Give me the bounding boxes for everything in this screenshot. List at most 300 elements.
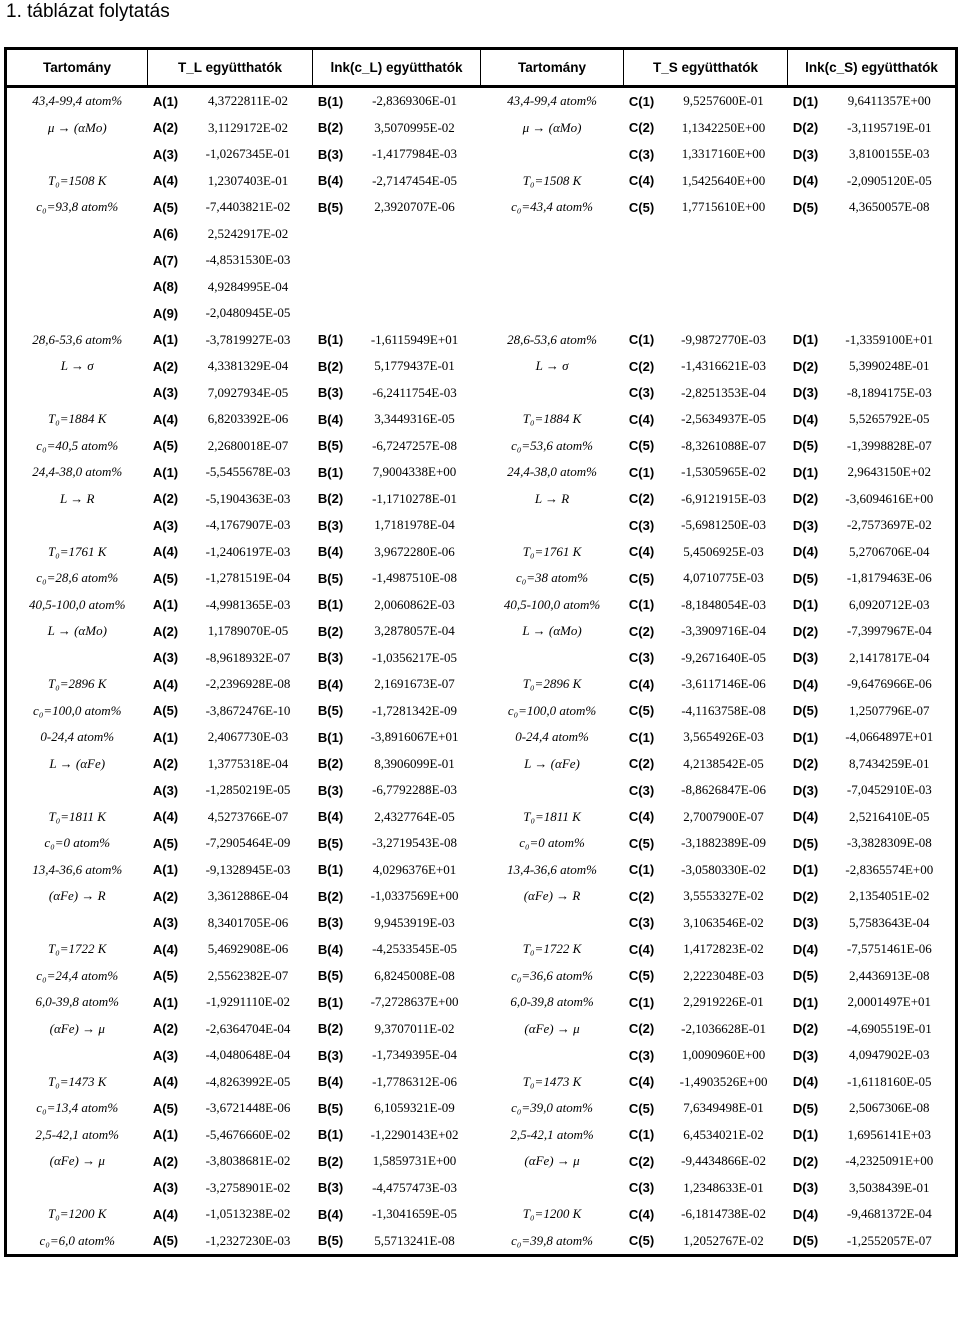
coef-value-c: 1,4172823E-02 bbox=[683, 941, 764, 957]
coef-code-b: B(4) bbox=[317, 173, 344, 189]
coef-code-c: C(3) bbox=[628, 385, 655, 401]
coef-value-c: 1,2348633E-01 bbox=[683, 1179, 764, 1195]
table-row bbox=[6, 857, 957, 884]
coef-code-a: A(2) bbox=[152, 358, 179, 374]
range-cell: L → (αFe) bbox=[49, 755, 106, 771]
range-cell: 24,4-38,0 atom% bbox=[32, 464, 123, 480]
table-row bbox=[6, 300, 957, 327]
coef-code-b: B(2) bbox=[317, 120, 344, 136]
coef-code-d: D(1) bbox=[792, 994, 819, 1010]
coef-value-a: -3,7819927E-03 bbox=[205, 331, 291, 347]
table-row bbox=[6, 645, 957, 672]
coef-code-b: B(4) bbox=[317, 1074, 344, 1090]
coef-value-d: 2,5067306E-08 bbox=[849, 1100, 930, 1116]
coef-code-c: C(5) bbox=[628, 703, 655, 719]
coef-value-a: -1,2406197E-03 bbox=[205, 543, 291, 559]
coef-code-c: C(4) bbox=[628, 173, 655, 189]
coef-value-b: 3,3449316E-05 bbox=[374, 411, 455, 427]
coef-value-b: -1,6115949E+01 bbox=[370, 331, 459, 347]
coef-value-a: -3,8038681E-02 bbox=[205, 1153, 291, 1169]
coef-value-a: -5,1904363E-03 bbox=[205, 490, 291, 506]
coef-code-a: A(1) bbox=[152, 332, 179, 348]
coef-code-d: D(4) bbox=[792, 1206, 819, 1222]
coef-value-d: 2,1354051E-02 bbox=[849, 888, 930, 904]
coef-value-b: 1,5859731E+00 bbox=[372, 1153, 457, 1169]
coef-value-d: -4,2325091E+00 bbox=[845, 1153, 934, 1169]
range-cell-2 bbox=[481, 141, 624, 168]
coef-code-d: D(4) bbox=[792, 544, 819, 560]
table-row bbox=[6, 830, 957, 857]
coef-value-a: -4,9981365E-03 bbox=[205, 596, 291, 612]
range-cell bbox=[6, 645, 148, 672]
coef-code-c: C(1) bbox=[628, 729, 655, 745]
coef-code-d: D(5) bbox=[792, 199, 819, 215]
coef-code-c: C(5) bbox=[628, 835, 655, 851]
coef-code-c: C(3) bbox=[628, 1180, 655, 1196]
range-cell bbox=[6, 300, 148, 327]
empty-cell bbox=[313, 247, 481, 274]
coef-code-a: A(5) bbox=[152, 703, 179, 719]
coef-value-d: 5,3990248E-01 bbox=[849, 358, 930, 374]
coef-value-a: -2,2396928E-08 bbox=[205, 676, 291, 692]
coef-value-d: 3,5038439E-01 bbox=[849, 1179, 930, 1195]
coef-value-a: -1,2781519E-04 bbox=[205, 570, 291, 586]
coef-code-b: B(4) bbox=[317, 676, 344, 692]
coef-code-a: A(4) bbox=[152, 676, 179, 692]
coef-value-b: -1,2290143E+02 bbox=[370, 1126, 459, 1142]
coef-value-b: -1,4987510E-08 bbox=[372, 570, 457, 586]
coef-code-b: B(2) bbox=[317, 491, 344, 507]
coef-value-b: 3,9672280E-06 bbox=[374, 543, 455, 559]
coef-code-b: B(4) bbox=[317, 411, 344, 427]
coef-code-d: D(1) bbox=[792, 862, 819, 878]
table-row bbox=[6, 406, 957, 433]
range-cell bbox=[6, 910, 148, 937]
coef-value-d: -2,8365574E+00 bbox=[845, 861, 934, 877]
coef-value-a: -1,0267345E-01 bbox=[205, 146, 291, 162]
header-range-2: Tartomány bbox=[481, 49, 624, 87]
coef-value-d: -4,6905519E-01 bbox=[846, 1020, 932, 1036]
table-row bbox=[6, 1175, 957, 1202]
range-cell bbox=[6, 380, 148, 407]
coef-value-a: -1,9291110E-02 bbox=[206, 994, 290, 1010]
coef-code-c: C(5) bbox=[628, 199, 655, 215]
coef-value-c: 2,7007900E-07 bbox=[683, 808, 764, 824]
range-cell: c₀=100,0 atom% bbox=[33, 702, 122, 718]
coef-value-d: 2,0001497E+01 bbox=[847, 994, 932, 1010]
empty-cell bbox=[313, 221, 481, 248]
coef-value-a: -5,5455678E-03 bbox=[205, 464, 291, 480]
coef-value-c: 1,1342250E+00 bbox=[681, 119, 766, 135]
coef-value-d: -3,6094616E+00 bbox=[845, 490, 934, 506]
coef-code-a: A(1) bbox=[152, 994, 179, 1010]
coef-code-a: A(5) bbox=[152, 1233, 179, 1249]
coef-value-b: -3,2719543E-08 bbox=[372, 835, 457, 851]
empty-cell bbox=[788, 300, 957, 327]
coef-value-a: -7,2905464E-09 bbox=[205, 835, 291, 851]
coef-code-a: A(2) bbox=[152, 623, 179, 639]
coef-value-a: 1,2307403E-01 bbox=[207, 172, 289, 188]
coef-value-c: -3,3909716E-04 bbox=[681, 623, 766, 639]
coef-code-b: B(2) bbox=[317, 1153, 344, 1169]
range-cell: (αFe) → μ bbox=[49, 1153, 105, 1169]
coef-value-d: 5,7583643E-04 bbox=[849, 914, 930, 930]
coef-value-b: 3,2878057E-04 bbox=[374, 623, 455, 639]
coef-code-a: A(3) bbox=[152, 1047, 179, 1063]
coef-value-a: 2,4067730E-03 bbox=[207, 729, 289, 745]
coef-value-d: 8,7434259E-01 bbox=[849, 755, 930, 771]
coef-code-b: B(5) bbox=[317, 1233, 344, 1249]
coef-code-a: A(7) bbox=[152, 252, 179, 268]
coef-code-c: C(5) bbox=[628, 1233, 655, 1249]
coef-code-d: D(3) bbox=[792, 1047, 819, 1063]
coef-code-d: D(2) bbox=[792, 1021, 819, 1037]
coef-code-b: B(2) bbox=[317, 623, 344, 639]
coef-value-c: 4,2138542E-05 bbox=[683, 755, 764, 771]
range-cell: L → σ bbox=[60, 358, 94, 374]
table-row bbox=[6, 565, 957, 592]
table-row bbox=[6, 380, 957, 407]
coef-code-b: B(1) bbox=[317, 994, 344, 1010]
coef-code-a: A(3) bbox=[152, 782, 179, 798]
coef-value-b: 6,1059321E-09 bbox=[374, 1100, 455, 1116]
coef-code-a: A(4) bbox=[152, 544, 179, 560]
coef-code-a: A(4) bbox=[152, 809, 179, 825]
coef-value-a: 4,3722811E-02 bbox=[207, 93, 289, 109]
coef-code-a: A(4) bbox=[152, 411, 179, 427]
range-cell-2 bbox=[481, 512, 624, 539]
range-cell-2: T₀=1761 K bbox=[522, 543, 582, 559]
coef-code-a: A(1) bbox=[152, 1127, 179, 1143]
coef-value-a: 6,8203392E-06 bbox=[207, 411, 289, 427]
header-row bbox=[6, 49, 957, 87]
table-row bbox=[6, 1201, 957, 1228]
table-row bbox=[6, 804, 957, 831]
coef-value-d: 1,2507796E-07 bbox=[849, 702, 930, 718]
coef-value-c: -9,9872770E-03 bbox=[681, 331, 766, 347]
coef-value-c: 1,5425640E+00 bbox=[681, 172, 766, 188]
coef-code-d: D(3) bbox=[792, 1180, 819, 1196]
range-cell: c₀=40,5 atom% bbox=[36, 437, 119, 453]
table-row bbox=[6, 141, 957, 168]
coef-value-d: -1,3998828E-07 bbox=[846, 437, 932, 453]
coef-code-a: A(4) bbox=[152, 1206, 179, 1222]
range-cell-2: c₀=39,0 atom% bbox=[511, 1100, 593, 1116]
coef-code-d: D(2) bbox=[792, 120, 819, 136]
coef-code-a: A(2) bbox=[152, 888, 179, 904]
range-cell: 13,4-36,6 atom% bbox=[32, 861, 123, 877]
coef-code-a: A(1) bbox=[152, 93, 179, 109]
coef-code-b: B(2) bbox=[317, 756, 344, 772]
coef-code-b: B(4) bbox=[317, 544, 344, 560]
coef-value-a: -4,8263992E-05 bbox=[205, 1073, 291, 1089]
range-cell-2 bbox=[481, 380, 624, 407]
coef-value-c: -2,8251353E-04 bbox=[681, 384, 766, 400]
coef-code-c: C(1) bbox=[628, 464, 655, 480]
coef-value-b: -1,7786312E-06 bbox=[372, 1073, 457, 1089]
coef-code-c: C(3) bbox=[628, 915, 655, 931]
coef-value-b: 3,5070995E-02 bbox=[374, 119, 455, 135]
coef-code-d: D(1) bbox=[792, 332, 819, 348]
coef-code-a: A(3) bbox=[152, 146, 179, 162]
table-row bbox=[6, 221, 957, 248]
coef-value-b: 7,9004338E+00 bbox=[372, 464, 457, 480]
table-row bbox=[6, 698, 957, 725]
range-cell: T₀=1200 K bbox=[48, 1206, 107, 1222]
coef-value-d: -8,1894175E-03 bbox=[846, 384, 932, 400]
range-cell-2: T₀=1473 K bbox=[522, 1073, 582, 1089]
coef-code-b: B(1) bbox=[317, 597, 344, 613]
coef-value-d: 3,8100155E-03 bbox=[849, 146, 930, 162]
empty-cell bbox=[788, 274, 957, 301]
table-row bbox=[6, 963, 957, 990]
coef-code-d: D(4) bbox=[792, 173, 819, 189]
coef-code-a: A(4) bbox=[152, 941, 179, 957]
coef-value-d: 2,1417817E-04 bbox=[849, 649, 930, 665]
coef-value-a: -5,4676660E-02 bbox=[205, 1126, 291, 1142]
coef-code-c: C(2) bbox=[628, 623, 655, 639]
range-cell-2: (αFe) → R bbox=[523, 888, 581, 904]
coef-code-c: C(2) bbox=[628, 120, 655, 136]
coef-value-b: -2,8369306E-01 bbox=[372, 93, 457, 109]
coef-value-a: -2,6364704E-04 bbox=[205, 1020, 291, 1036]
range-cell-2: L → (αMo) bbox=[522, 623, 582, 639]
coef-value-d: -1,2552057E-07 bbox=[846, 1232, 932, 1248]
coef-value-b: 8,3906099E-01 bbox=[374, 755, 455, 771]
coef-value-a: 3,1129172E-02 bbox=[207, 119, 289, 135]
coef-value-a: 5,4692908E-06 bbox=[207, 941, 289, 957]
coef-value-c: -8,8626847E-06 bbox=[681, 782, 766, 798]
coef-value-d: 4,0947902E-03 bbox=[849, 1047, 930, 1063]
coef-code-d: D(1) bbox=[792, 1127, 819, 1143]
coef-code-a: A(8) bbox=[152, 279, 179, 295]
range-cell: c₀=13,4 atom% bbox=[36, 1100, 119, 1116]
coef-value-a: 2,2680018E-07 bbox=[207, 437, 289, 453]
coef-value-a: -1,0513238E-02 bbox=[205, 1206, 291, 1222]
coef-code-b: B(1) bbox=[317, 93, 344, 109]
range-cell: c₀=0 atom% bbox=[44, 835, 111, 851]
coef-code-b: B(3) bbox=[317, 1047, 344, 1063]
coef-code-c: C(2) bbox=[628, 888, 655, 904]
coef-value-c: 3,5654926E-03 bbox=[683, 729, 764, 745]
coef-value-d: -4,0664897E+01 bbox=[845, 729, 934, 745]
table-row bbox=[6, 486, 957, 513]
coef-value-a: 4,5273766E-07 bbox=[207, 808, 289, 824]
coef-code-c: C(4) bbox=[628, 1206, 655, 1222]
coef-code-c: C(1) bbox=[628, 994, 655, 1010]
coef-code-a: A(1) bbox=[152, 597, 179, 613]
coef-code-d: D(2) bbox=[792, 1153, 819, 1169]
coef-value-b: 6,8245008E-08 bbox=[374, 967, 455, 983]
coef-value-a: 4,3381329E-04 bbox=[207, 358, 289, 374]
coef-value-c: 1,7715610E+00 bbox=[681, 199, 766, 215]
table-row bbox=[6, 777, 957, 804]
coef-code-a: A(5) bbox=[152, 199, 179, 215]
coef-code-d: D(5) bbox=[792, 968, 819, 984]
coef-value-a: 1,1789070E-05 bbox=[207, 623, 289, 639]
range-cell-2: L → σ bbox=[535, 358, 569, 374]
coef-value-c: 1,0090960E+00 bbox=[681, 1047, 766, 1063]
coef-value-a: -4,0480648E-04 bbox=[205, 1047, 291, 1063]
coef-code-d: D(5) bbox=[792, 1100, 819, 1116]
range-cell-2: μ → (αMo) bbox=[522, 119, 582, 135]
coef-value-c: 4,0710775E-03 bbox=[683, 570, 764, 586]
range-cell-2: T₀=1884 K bbox=[522, 411, 582, 427]
coef-code-c: C(1) bbox=[628, 332, 655, 348]
coef-value-a: 2,5242917E-02 bbox=[207, 225, 289, 241]
coef-value-a: 8,3401705E-06 bbox=[207, 914, 289, 930]
coef-code-d: D(2) bbox=[792, 358, 819, 374]
coef-value-d: -1,6118160E-05 bbox=[847, 1073, 932, 1089]
coef-value-b: -1,3041659E-05 bbox=[372, 1206, 457, 1222]
coef-value-b: 5,5713241E-08 bbox=[374, 1232, 455, 1248]
header-range: Tartomány bbox=[6, 49, 148, 87]
range-cell: T₀=1508 K bbox=[48, 172, 107, 188]
coef-value-b: 1,7181978E-04 bbox=[374, 517, 455, 533]
coef-code-b: B(1) bbox=[317, 862, 344, 878]
range-cell bbox=[6, 1042, 148, 1069]
table-row bbox=[6, 539, 957, 566]
coef-value-d: -9,6476966E-06 bbox=[846, 676, 932, 692]
range-cell-2: (αFe) → μ bbox=[524, 1153, 580, 1169]
table-row bbox=[6, 592, 957, 619]
coef-code-d: D(5) bbox=[792, 835, 819, 851]
coef-code-d: D(3) bbox=[792, 915, 819, 931]
coef-value-a: -3,6721448E-06 bbox=[205, 1100, 291, 1116]
coef-value-c: -3,1882389E-09 bbox=[681, 835, 766, 851]
range-cell: 2,5-42,1 atom% bbox=[35, 1126, 119, 1142]
coef-code-c: C(1) bbox=[628, 93, 655, 109]
coef-value-a: -1,2850219E-05 bbox=[205, 782, 291, 798]
coef-code-b: B(1) bbox=[317, 464, 344, 480]
coef-value-c: -6,1814738E-02 bbox=[681, 1206, 766, 1222]
range-cell-2: c₀=36,6 atom% bbox=[511, 967, 593, 983]
coef-value-b: 2,4327764E-05 bbox=[374, 808, 455, 824]
coef-value-c: 2,2223048E-03 bbox=[683, 967, 764, 983]
coef-code-a: A(3) bbox=[152, 915, 179, 931]
coef-value-c: -3,0580330E-02 bbox=[681, 861, 766, 877]
coef-code-c: C(2) bbox=[628, 358, 655, 374]
empty-cell bbox=[788, 221, 957, 248]
range-cell-2: c₀=39,8 atom% bbox=[511, 1232, 593, 1248]
coef-value-d: -7,3997967E-04 bbox=[846, 623, 932, 639]
range-cell: 0-24,4 atom% bbox=[40, 729, 115, 745]
range-cell: T₀=1884 K bbox=[48, 411, 107, 427]
table-row bbox=[6, 459, 957, 486]
coef-value-b: -4,2533545E-05 bbox=[372, 941, 457, 957]
coef-value-d: 5,5265792E-05 bbox=[849, 411, 930, 427]
coef-code-d: D(2) bbox=[792, 888, 819, 904]
coef-code-c: C(3) bbox=[628, 1047, 655, 1063]
coef-code-d: D(4) bbox=[792, 1074, 819, 1090]
coef-value-b: -1,7349395E-04 bbox=[372, 1047, 457, 1063]
coef-code-d: D(2) bbox=[792, 756, 819, 772]
coef-value-d: 2,5216410E-05 bbox=[849, 808, 930, 824]
table-row bbox=[6, 512, 957, 539]
coef-value-c: 1,2052767E-02 bbox=[683, 1232, 764, 1248]
range-cell-2: c₀=43,4 atom% bbox=[511, 199, 593, 215]
coef-code-b: B(5) bbox=[317, 199, 344, 215]
coef-value-c: -8,3261088E-07 bbox=[681, 437, 766, 453]
table-row bbox=[6, 353, 957, 380]
coef-code-c: C(4) bbox=[628, 544, 655, 560]
range-cell-2: c₀=100,0 atom% bbox=[507, 702, 597, 718]
table-row bbox=[6, 1069, 957, 1096]
coef-value-c: 2,2919226E-01 bbox=[683, 994, 764, 1010]
coef-value-b: -7,2728637E+00 bbox=[370, 994, 459, 1010]
table-row bbox=[6, 618, 957, 645]
coef-value-b: -1,0337569E+00 bbox=[370, 888, 459, 904]
coef-code-d: D(5) bbox=[792, 570, 819, 586]
coef-code-a: A(2) bbox=[152, 1021, 179, 1037]
coef-code-d: D(4) bbox=[792, 941, 819, 957]
coef-value-a: -2,0480945E-05 bbox=[205, 305, 291, 321]
range-cell-2 bbox=[481, 645, 624, 672]
coef-code-a: A(5) bbox=[152, 835, 179, 851]
coef-code-b: B(5) bbox=[317, 968, 344, 984]
coef-value-c: -2,5634937E-05 bbox=[681, 411, 766, 427]
table-row bbox=[6, 989, 957, 1016]
range-cell-2 bbox=[481, 1042, 624, 1069]
coef-code-b: B(3) bbox=[317, 146, 344, 162]
coef-value-d: -1,8179463E-06 bbox=[846, 570, 932, 586]
range-cell-2 bbox=[481, 1175, 624, 1202]
table-row bbox=[6, 433, 957, 460]
coef-value-b: 2,0060862E-03 bbox=[374, 596, 455, 612]
range-cell-2: c₀=53,6 atom% bbox=[511, 437, 593, 453]
empty-cell bbox=[313, 274, 481, 301]
range-cell-2 bbox=[481, 777, 624, 804]
coef-value-a: 7,0927934E-05 bbox=[207, 384, 289, 400]
range-cell-2: L → (αFe) bbox=[524, 755, 580, 771]
coef-value-b: 5,1779437E-01 bbox=[374, 358, 455, 374]
coef-code-d: D(5) bbox=[792, 1233, 819, 1249]
coef-code-d: D(4) bbox=[792, 809, 819, 825]
coef-value-a: -3,2758901E-02 bbox=[205, 1179, 291, 1195]
coef-value-d: 6,0920712E-03 bbox=[849, 596, 930, 612]
coef-value-c: 9,5257600E-01 bbox=[683, 93, 764, 109]
coef-code-c: C(3) bbox=[628, 650, 655, 666]
range-cell-2: 2,5-42,1 atom% bbox=[510, 1126, 594, 1142]
coef-value-b: -1,7281342E-09 bbox=[372, 702, 457, 718]
coef-value-c: -2,1036628E-01 bbox=[681, 1020, 766, 1036]
table-row bbox=[6, 1148, 957, 1175]
range-cell bbox=[6, 777, 148, 804]
coef-code-a: A(6) bbox=[152, 226, 179, 242]
empty-cell bbox=[481, 274, 788, 301]
range-cell: L → (αMo) bbox=[47, 623, 107, 639]
table-row bbox=[6, 910, 957, 937]
coef-code-d: D(1) bbox=[792, 93, 819, 109]
coef-code-b: B(1) bbox=[317, 332, 344, 348]
table-row bbox=[6, 1122, 957, 1149]
coef-value-b: 4,0296376E+01 bbox=[372, 861, 457, 877]
coef-code-d: D(5) bbox=[792, 703, 819, 719]
coef-code-c: C(2) bbox=[628, 756, 655, 772]
empty-cell bbox=[481, 247, 788, 274]
coef-value-d: 2,9643150E+02 bbox=[847, 464, 932, 480]
coef-value-a: 4,9284995E-04 bbox=[207, 278, 289, 294]
coef-value-c: 7,6349498E-01 bbox=[683, 1100, 764, 1116]
coef-value-d: 4,3650057E-08 bbox=[849, 199, 930, 215]
coef-code-a: A(1) bbox=[152, 729, 179, 745]
coef-value-b: 9,3707011E-02 bbox=[374, 1020, 455, 1036]
coef-code-c: C(4) bbox=[628, 809, 655, 825]
coef-code-d: D(3) bbox=[792, 385, 819, 401]
coef-code-c: C(4) bbox=[628, 941, 655, 957]
coef-code-d: D(2) bbox=[792, 623, 819, 639]
table-row bbox=[6, 1042, 957, 1069]
